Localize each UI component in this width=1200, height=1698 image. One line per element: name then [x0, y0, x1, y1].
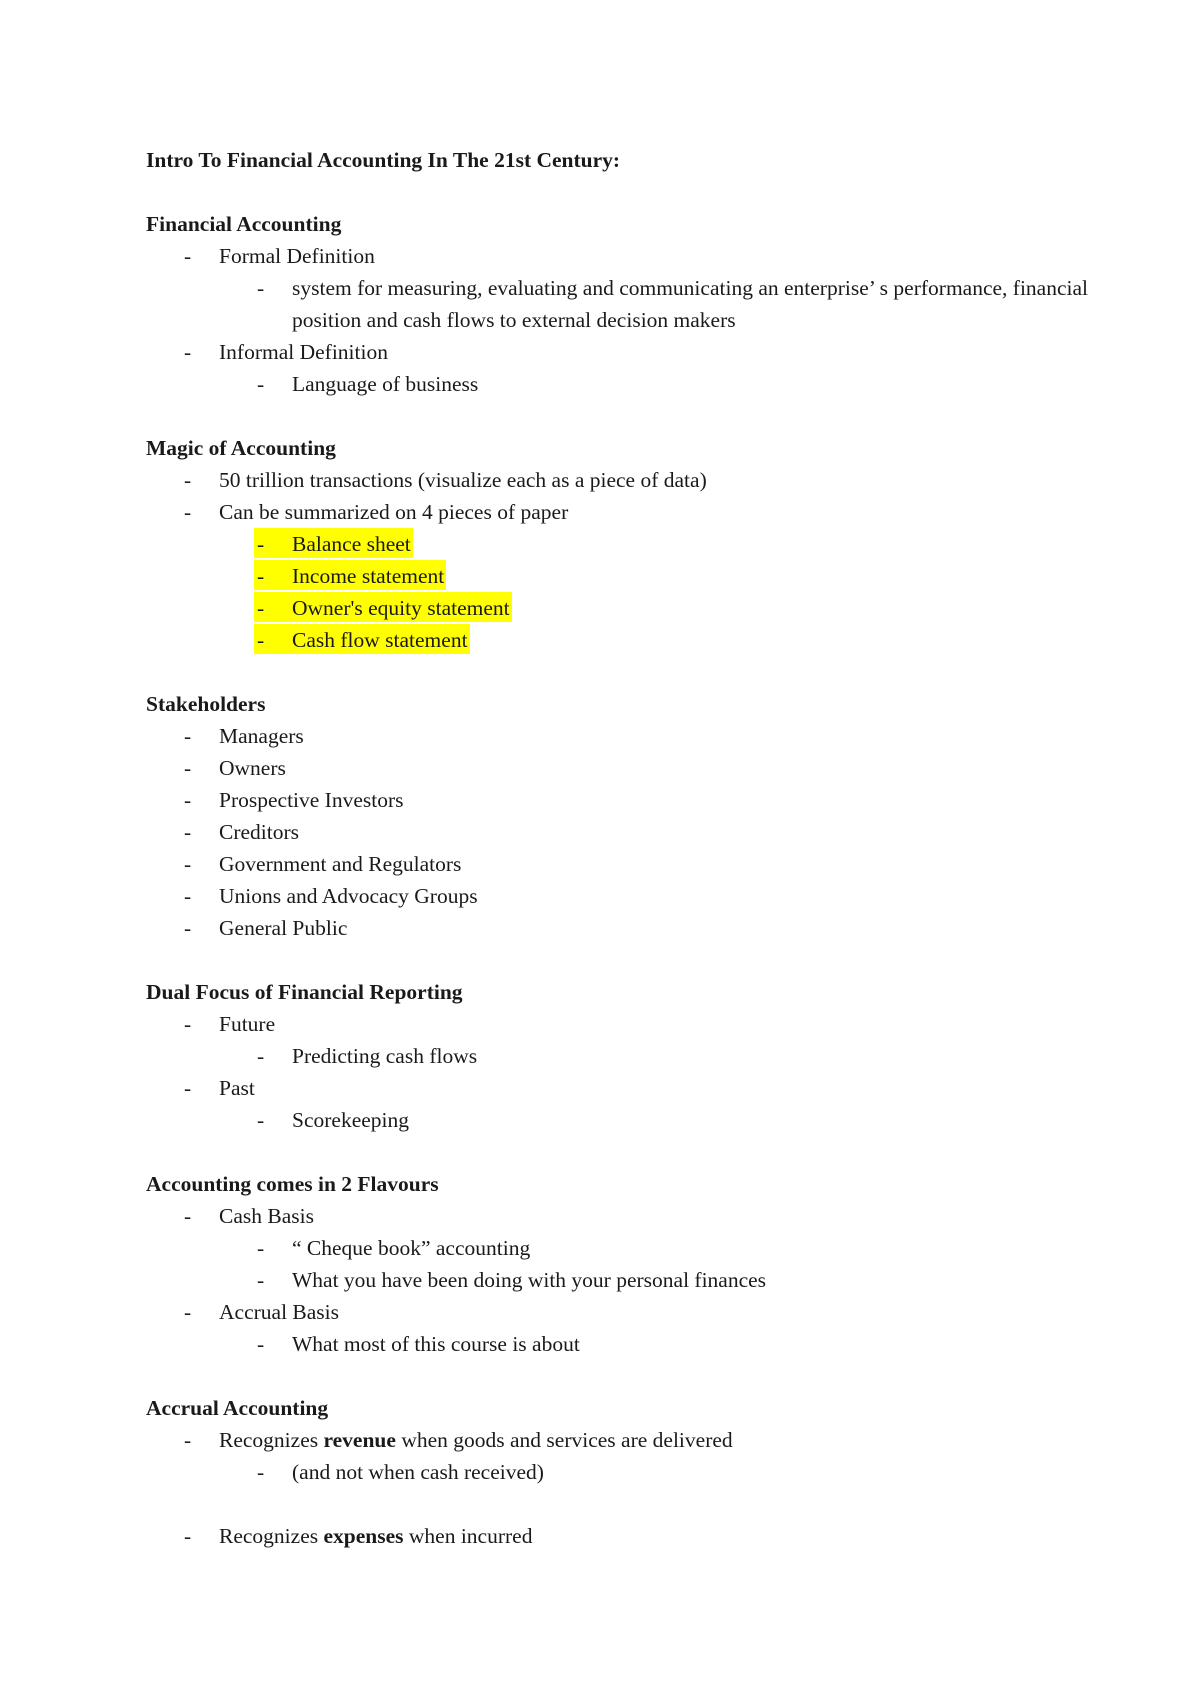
- list-item: - system for measuring, evaluating and communicating an enterprise’ s performance, financial position and cash flows to external decision makers: [257, 276, 1089, 332]
- document-page: [146, 144, 1126, 1552]
- section-heading-magic-of-accounting: Magic of Accounting: [146, 436, 336, 460]
- highlighted-list-item: - Income statement: [146, 560, 1126, 592]
- list-item: - Informal Definition: [184, 340, 388, 364]
- highlighted-list-item: - Balance sheet: [146, 528, 1126, 560]
- list-item: - Unions and Advocacy Groups: [184, 884, 478, 908]
- list-item: - Past: [184, 1076, 255, 1100]
- list-item: - General Public: [184, 916, 348, 940]
- list-item: - Government and Regulators: [184, 852, 462, 876]
- list-item: - 50 trillion transactions (visualize each as a piece of data): [184, 468, 707, 492]
- list-item: - Can be summarized on 4 pieces of paper: [184, 500, 569, 524]
- list-item: - (and not when cash received): [257, 1460, 544, 1484]
- highlighted-list-item: - Owner's equity statement: [146, 592, 1126, 624]
- list-item: - Recognizes expenses when incurred: [184, 1524, 533, 1548]
- list-item: - What most of this course is about: [257, 1332, 580, 1356]
- section-heading-accrual-accounting: Accrual Accounting: [146, 1396, 329, 1420]
- list-item: - Cash Basis: [184, 1204, 314, 1228]
- list-item: - Recognizes revenue when goods and services are delivered: [184, 1428, 733, 1452]
- section-heading-financial-accounting: Financial Accounting: [146, 212, 342, 236]
- list-item: - Accrual Basis: [184, 1300, 340, 1324]
- list-item: - “ Cheque book” accounting: [257, 1236, 531, 1260]
- document-title: Intro To Financial Accounting In The 21st Century:: [146, 148, 621, 172]
- highlighted-list-item: - Cash flow statement: [146, 624, 1126, 656]
- list-item: - Managers: [184, 724, 304, 748]
- list-item: - Language of business: [257, 372, 479, 396]
- section-heading-two-flavours: Accounting comes in 2 Flavours: [146, 1172, 439, 1196]
- section-heading-dual-focus: Dual Focus of Financial Reporting: [146, 980, 463, 1004]
- list-item: - Predicting cash flows: [257, 1044, 478, 1068]
- list-item: - What you have been doing with your personal finances: [257, 1268, 767, 1292]
- list-item: - Creditors: [184, 820, 300, 844]
- list-item: - Formal Definition: [184, 244, 375, 268]
- section-heading-stakeholders: Stakeholders: [146, 692, 266, 716]
- list-item: - Owners: [184, 756, 286, 780]
- list-item: - Future: [184, 1012, 276, 1036]
- list-item: - Scorekeeping: [257, 1108, 410, 1132]
- list-item: - Prospective Investors: [184, 788, 404, 812]
